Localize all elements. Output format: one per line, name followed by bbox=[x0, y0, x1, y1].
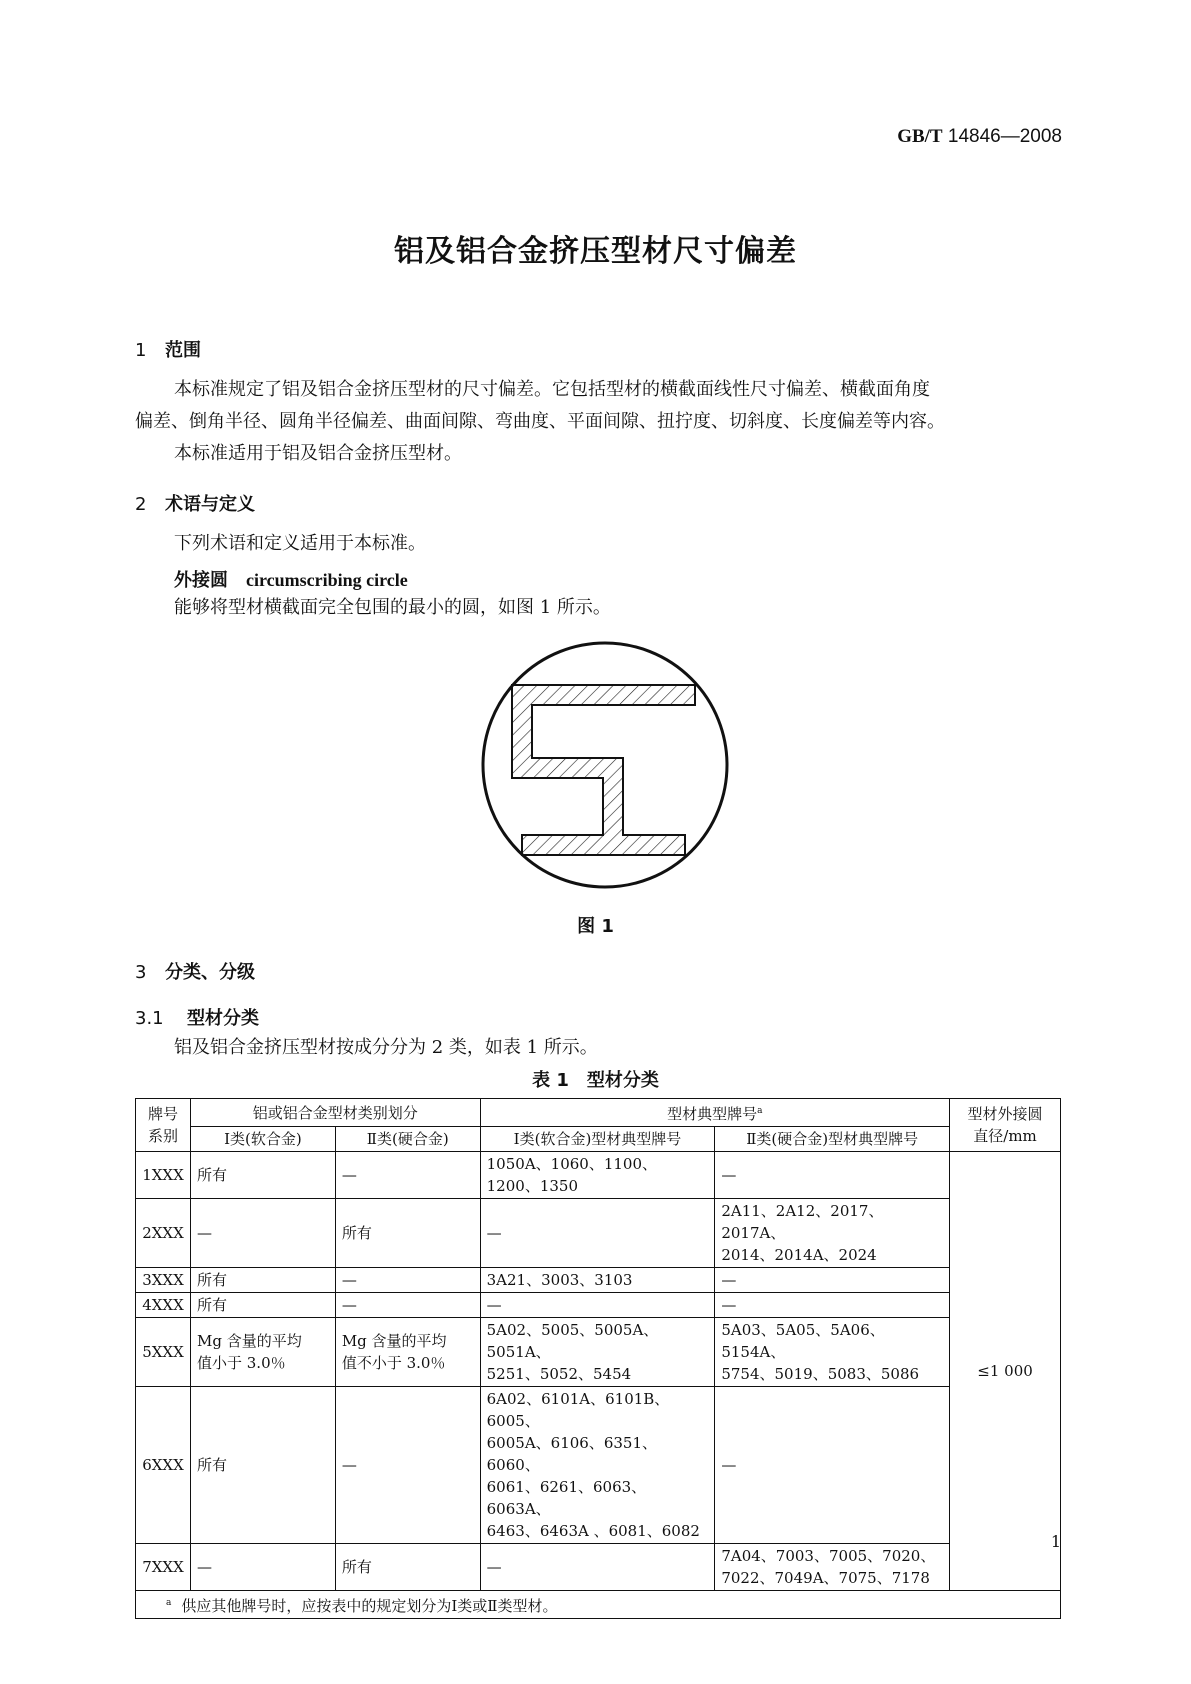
terms-intro: 下列术语和定义适用于本标准。 bbox=[174, 533, 426, 554]
figure-caption: 图 1 bbox=[577, 916, 614, 937]
term-entry bbox=[174, 566, 408, 592]
hard-cell: 所有 bbox=[335, 1199, 480, 1268]
hard-cell: 所有 bbox=[335, 1544, 480, 1591]
soft-typical-cell: 3A21、3003、3103 bbox=[480, 1268, 715, 1293]
table-footnote-row bbox=[136, 1591, 1061, 1619]
hard-typical-cell: 7A04、7003、7005、7020、 7022、7049A、7075、7178 bbox=[715, 1544, 950, 1591]
series-cell: 5XXX bbox=[136, 1318, 191, 1387]
document-title: 铝及铝合金挤压型材尺寸偏差 bbox=[394, 234, 797, 269]
page-number: 1 bbox=[1050, 1532, 1061, 1551]
standard-number: 14846—2008 bbox=[947, 126, 1062, 147]
soft-cell: 所有 bbox=[190, 1268, 335, 1293]
hard-cell: Mg 含量的平均 值不小于 3.0％ bbox=[335, 1318, 480, 1387]
header-soft-typical: Ⅰ类(软合金)型材典型牌号 bbox=[480, 1127, 715, 1152]
section-title: 术语与定义 bbox=[165, 494, 255, 515]
term-definition: 能够将型材横截面完全包围的最小的圆，如图 1 所示。 bbox=[174, 597, 611, 618]
diameter-cell: ≤1 000 bbox=[950, 1152, 1061, 1591]
header-group: 铝或铝合金型材类别划分 bbox=[190, 1099, 480, 1127]
section-title: 范围 bbox=[165, 340, 201, 361]
table-row bbox=[136, 1268, 1061, 1293]
section-2-heading bbox=[135, 490, 255, 516]
soft-typical-cell: — bbox=[480, 1544, 715, 1591]
series-cell: 3XXX bbox=[136, 1268, 191, 1293]
soft-typical-cell: 6A02、6101A、6101B、6005、 6005A、6106、6351、6060、 6061、6261、6063、6063A、 6463、6463A 、6081、6082 bbox=[480, 1387, 715, 1544]
soft-typical-cell: — bbox=[480, 1199, 715, 1268]
series-cell: 2XXX bbox=[136, 1199, 191, 1268]
table-body bbox=[136, 1152, 1061, 1591]
hard-typical-cell: — bbox=[715, 1293, 950, 1318]
hard-typical-cell: 5A03、5A05、5A06、5154A、 5754、5019、5083、5086 bbox=[715, 1318, 950, 1387]
soft-typical-cell: — bbox=[480, 1293, 715, 1318]
table-row bbox=[136, 1199, 1061, 1268]
scope-paragraph-line-1: 本标准规定了铝及铝合金挤压型材的尺寸偏差。它包括型材的横截面线性尺寸偏差、横截面角度 bbox=[174, 379, 930, 400]
scope-paragraph-line-2: 偏差、倒角半径、圆角半径偏差、曲面间隙、弯曲度、平面间隙、扭拧度、切斜度、长度偏差等内容。 bbox=[135, 411, 945, 432]
profile-classification-table bbox=[135, 1098, 1061, 1619]
footnote-text: 供应其他牌号时，应按表中的规定划分为Ⅰ类或Ⅱ类型材。 bbox=[181, 1597, 558, 1615]
soft-typical-cell: 5A02、5005、5005A、5051A、 5251、5052、5454 bbox=[480, 1318, 715, 1387]
header-typical bbox=[480, 1099, 949, 1127]
table-row bbox=[136, 1293, 1061, 1318]
section-3-heading bbox=[135, 958, 255, 984]
footnote-mark: a bbox=[166, 1598, 172, 1608]
soft-typical-cell: 1050A、1060、1100、1200、1350 bbox=[480, 1152, 715, 1199]
table-footnote bbox=[136, 1591, 1061, 1619]
series-cell: 4XXX bbox=[136, 1293, 191, 1318]
series-cell: 6XXX bbox=[136, 1387, 191, 1544]
section-number: 3 bbox=[135, 962, 147, 983]
standard-prefix: GB/T bbox=[897, 126, 943, 147]
section-number: 1 bbox=[135, 340, 147, 361]
hard-typical-cell: — bbox=[715, 1387, 950, 1544]
section-3-1-heading bbox=[135, 1004, 259, 1030]
section-title: 分类、分级 bbox=[165, 962, 255, 983]
header-soft: Ⅰ类(软合金) bbox=[190, 1127, 335, 1152]
footnote-marker: a bbox=[757, 1106, 763, 1116]
table-row bbox=[136, 1544, 1061, 1591]
header-typical-label: 型材典型牌号 bbox=[667, 1105, 758, 1123]
soft-cell: 所有 bbox=[190, 1293, 335, 1318]
series-cell: 7XXX bbox=[136, 1544, 191, 1591]
section-number: 3.1 bbox=[135, 1008, 164, 1029]
profile-cross-section bbox=[512, 685, 695, 855]
hard-cell: — bbox=[335, 1387, 480, 1544]
table-subheader-row bbox=[136, 1127, 1061, 1152]
header-hard-typical: Ⅱ类(硬合金)型材典型牌号 bbox=[715, 1127, 950, 1152]
table-header-row bbox=[136, 1099, 1061, 1127]
soft-cell: 所有 bbox=[190, 1387, 335, 1544]
series-cell: 1XXX bbox=[136, 1152, 191, 1199]
table-row bbox=[136, 1318, 1061, 1387]
section-number: 2 bbox=[135, 494, 147, 515]
soft-cell: — bbox=[190, 1199, 335, 1268]
section-title: 型材分类 bbox=[187, 1008, 259, 1029]
table-row bbox=[136, 1152, 1061, 1199]
hard-cell: — bbox=[335, 1152, 480, 1199]
soft-cell: — bbox=[190, 1544, 335, 1591]
soft-cell: Mg 含量的平均 值小于 3.0％ bbox=[190, 1318, 335, 1387]
table-caption: 表 1 型材分类 bbox=[532, 1070, 659, 1091]
hard-typical-cell: — bbox=[715, 1152, 950, 1199]
header-series: 牌号 系别 bbox=[136, 1099, 191, 1152]
term-chinese: 外接圆 bbox=[174, 570, 228, 591]
table-row bbox=[136, 1387, 1061, 1544]
hard-typical-cell: — bbox=[715, 1268, 950, 1293]
hard-cell: — bbox=[335, 1293, 480, 1318]
term-english: circumscribing circle bbox=[246, 570, 408, 590]
hard-typical-cell: 2A11、2A12、2017、2017A、 2014、2014A、2024 bbox=[715, 1199, 950, 1268]
classification-paragraph: 铝及铝合金挤压型材按成分分为 2 类，如表 1 所示。 bbox=[174, 1037, 598, 1058]
standard-code bbox=[897, 126, 1062, 148]
section-1-heading bbox=[135, 336, 201, 362]
hard-cell: — bbox=[335, 1268, 480, 1293]
header-diameter: 型材外接圆 直径/mm bbox=[950, 1099, 1061, 1152]
scope-paragraph-2: 本标准适用于铝及铝合金挤压型材。 bbox=[174, 443, 462, 464]
header-hard: Ⅱ类(硬合金) bbox=[335, 1127, 480, 1152]
soft-cell: 所有 bbox=[190, 1152, 335, 1199]
figure-1-circumscribing-circle bbox=[480, 640, 730, 890]
